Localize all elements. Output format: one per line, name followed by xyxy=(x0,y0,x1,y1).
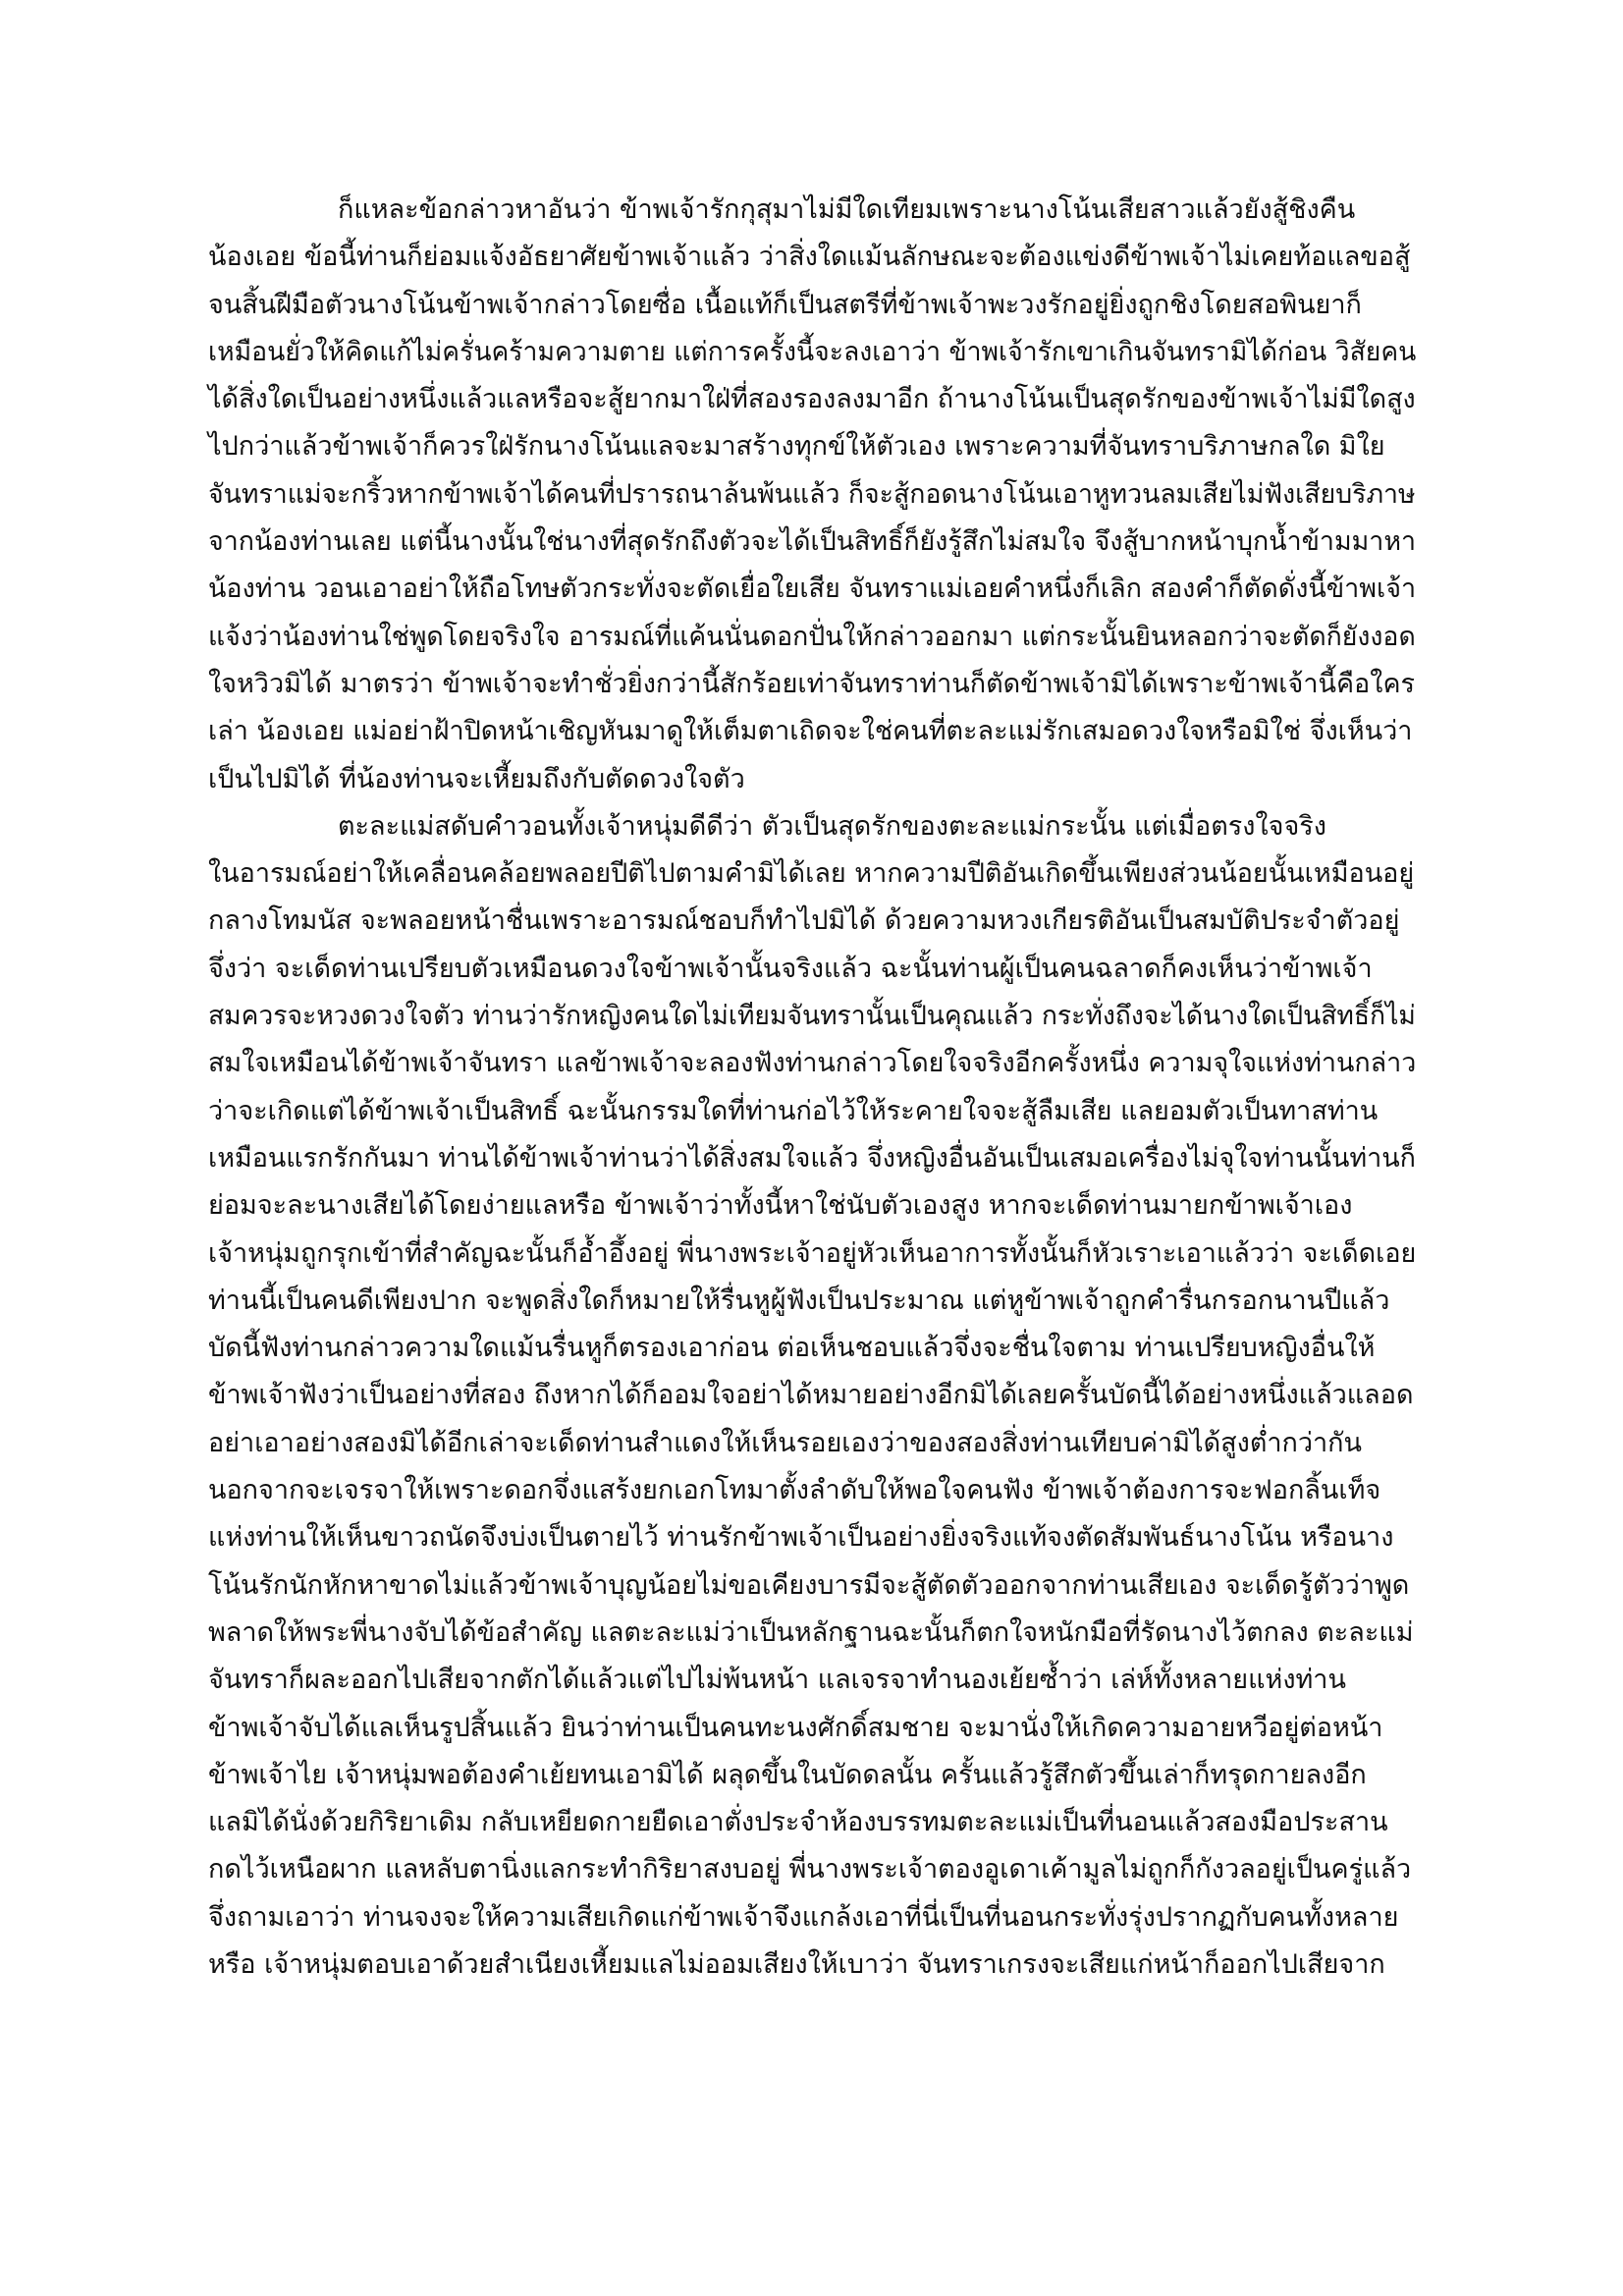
text-line: ได้สิ่งใดเป็นอย่างหนึ่งแล้วแลหรือจะสู้ยากมาใฝ่ที่สองรองลงมาอีก ถ้านางโน้นเป็นสุดรักของข้าพเจ้าไม่มีใดสูง xyxy=(208,384,1416,415)
text-line: ตะละแม่สดับคำวอนทั้งเจ้าหนุ่มดีดีว่า ตัวเป็นสุดรักของตะละแม่กระนั้น แต่เมื่อตรงใจจริง xyxy=(338,810,1326,842)
paragraph-1 xyxy=(208,187,1416,803)
text-line: น้องเอย ข้อนี้ท่านก็ย่อมแจ้งอัธยาศัยข้าพเจ้าแล้ว ว่าสิ่งใดแม้นลักษณะจะต้องแข่งดีข้าพเจ้าไม่เคยท้อแลขอสู้ xyxy=(208,242,1411,273)
text-line: หรือ เจ้าหนุ่มตอบเอาด้วยสำเนียงเหี้ยมแลไม่ออมเสียงให้เบาว่า จันทราเกรงจะเสียแก่หน้าก็ออกไปเสียจาก xyxy=(208,1948,1385,1980)
text-line: ข้าพเจ้าจับได้แลเห็นรูปสิ้นแล้ว ยินว่าท่านเป็นคนทะนงศักดิ์สมชาย จะมานั่งให้เกิดความอายหวีอยู่ต่อหน้า xyxy=(208,1712,1383,1743)
text-line: กลางโทมนัส จะพลอยหน้าชื่นเพราะอารมณ์ชอบก็ทำไปมิได้ ด้วยความหวงเกียรติอันเป็นสมบัติประจำตัวอยู่ xyxy=(208,905,1400,937)
paragraph-2 xyxy=(208,803,1416,1989)
text-line: ว่าจะเกิดแต่ได้ข้าพเจ้าเป็นสิทธิ์ ฉะนั้นกรรมใดที่ท่านก่อไว้ให้ระคายใจจะสู้ลืมเสีย แลยอมตัวเป็นทาสท่าน xyxy=(208,1095,1379,1126)
text-line: เหมือนแรกรักกันมา ท่านได้ข้าพเจ้าท่านว่าได้สิ่งสมใจแล้ว จึ่งหญิงอื่นอันเป็นเสมอเครื่องไม่จุใจท่านนั้นท่านก็ xyxy=(208,1142,1416,1174)
text-line: ท่านนี้เป็นคนดีเพียงปาก จะพูดสิ่งใดก็หมายให้รื่นหูผู้ฟังเป็นประมาณ แต่หูข้าพเจ้าถูกคำรื่นกรอกนานปีแล้ว xyxy=(208,1285,1390,1316)
text-line: จันทราก็ผละออกไปเสียจากตักได้แล้วแต่ไปไม่พ้นหน้า แลเจรจาทำนองเย้ยซ้ำว่า เล่ห์ทั้งหลายแห่งท่าน xyxy=(208,1665,1346,1696)
text-line: จึ่งถามเอาว่า ท่านจงจะให้ความเสียเกิดแก่ข้าพเจ้าจึงแกล้งเอาที่นี่เป็นที่นอนกระทั่งรุ่งปรากฏกับคนทั้งหลาย xyxy=(208,1901,1399,1933)
text-line: ไปกว่าแล้วข้าพเจ้าก็ควรใฝ่รักนางโน้นแลจะมาสร้างทุกข์ให้ตัวเอง เพราะความที่จันทราบริภาษกลใด มิใย xyxy=(208,431,1385,463)
text-line: แห่งท่านให้เห็นขาวถนัดจึงบ่งเป็นตายไว้ ท่านรักข้าพเจ้าเป็นอย่างยิ่งจริงแท้จงตัดสัมพันธ์นางโน้น หรือนาง xyxy=(208,1522,1394,1554)
text-line: ข้าพเจ้าฟังว่าเป็นอย่างที่สอง ถึงหากได้ก็ออมใจอย่าได้หมายอย่างอีกมิได้เลยครั้นบัดนี้ได้อย่างหนึ่งแล้วแลอด xyxy=(208,1380,1414,1411)
text-line: ข้าพเจ้าไย เจ้าหนุ่มพอต้องคำเย้ยทนเอามิได้ ผลุดขึ้นในบัดดลนั้น ครั้นแล้วรู้สึกตัวขึ้นเล่าก็ทรุดกายลงอีก xyxy=(208,1759,1367,1790)
text-line: จันทราแม่จะกริ้วหากข้าพเจ้าได้คนที่ปรารถนาล้นพ้นแล้ว ก็จะสู้กอดนางโน้นเอาหูทวนลมเสียไม่ฟังเสียบริภาษ xyxy=(208,478,1416,510)
text-line: แจ้งว่าน้องท่านใช่พูดโดยจริงใจ อารมณ์ที่แค้นนั่นดอกปั่นให้กล่าวออกมา แต่กระนั้นยินหลอกว่าจะตัดก็ยังงอด xyxy=(208,621,1416,652)
text-line: เหมือนยั่วให้คิดแก้ไม่ครั่นคร้ามความตาย แต่การครั้งนี้จะลงเอาว่า ข้าพเจ้ารักเขาเกินจันทรามิได้ก่อน วิสัยคน xyxy=(208,336,1417,367)
text-line: บัดนี้ฟังท่านกล่าวความใดแม้นรื่นหูก็ตรองเอาก่อน ต่อเห็นชอบแล้วจึ่งจะชื่นใจตาม ท่านเปรียบหญิงอื่นให้ xyxy=(208,1333,1376,1364)
body-text xyxy=(208,187,1416,1989)
text-line: ในอารมณ์อย่าให้เคลื่อนคล้อยพลอยปีติไปตามคำมิได้เลย หากความปีติอันเกิดขึ้นเพียงส่วนน้อยนั้นเหมือนอยู่ xyxy=(208,858,1415,890)
text-line: สมใจเหมือนได้ข้าพเจ้าจันทรา แลข้าพเจ้าจะลองฟังท่านกล่าวโดยใจจริงอีกครั้งหนึ่ง ความจุใจแห่งท่านกล่าว xyxy=(208,1048,1417,1079)
text-line: พลาดให้พระพี่นางจับได้ข้อสำคัญ แลตะละแม่ว่าเป็นหลักฐานฉะนั้นก็ตกใจหนักมือที่รัดนางไว้ตกลง ตะละแม่ xyxy=(208,1616,1414,1648)
text-line: เป็นไปมิได้ ที่น้องท่านจะเหี้ยมถึงกับตัดดวงใจตัว xyxy=(208,763,745,794)
text-line: จนสิ้นฝีมือตัวนางโน้นข้าพเจ้ากล่าวโดยซื่อ เนื้อแท้ก็เป็นสตรีที่ข้าพเจ้าพะวงรักอยู่ยิ่งถูกชิงโดยสอพินยาก็ xyxy=(208,289,1362,320)
text-line: นอกจากจะเจรจาให้เพราะดอกจึ่งแสร้งยกเอกโทมาตั้งลำดับให้พอใจคนฟัง ข้าพเจ้าต้องการจะฟอกลิ้นเท็จ xyxy=(208,1475,1381,1506)
text-line: โน้นรักนักหักหาขาดไม่แล้วข้าพเจ้าบุญน้อยไม่ขอเคียงบารมีจะสู้ตัดตัวออกจากท่านเสียเอง จะเด็ดรู้ตัวว่าพูด xyxy=(208,1569,1410,1601)
text-line: กดไว้เหนือผาก แลหลับตานิ่งแลกระทำกิริยาสงบอยู่ พี่นางพระเจ้าตองอูเดาเค้ามูลไม่ถูกก็กังวลอยู่เป็นครู่แล้ว xyxy=(208,1854,1412,1886)
text-line: แลมิได้นั่งด้วยกิริยาเดิม กลับเหยียดกายยืดเอาตั่งประจำห้องบรรทมตะละแม่เป็นที่นอนแล้วสองมือประสาน xyxy=(208,1807,1388,1838)
text-line: สมควรจะหวงดวงใจตัว ท่านว่ารักหญิงคนใดไม่เทียมจันทรานั้นเป็นคุณแล้ว กระทั่งถึงจะได้นางใดเป็นสิทธิ์ก็ไม่ xyxy=(208,1001,1416,1032)
text-line: ก็แหละข้อกล่าวหาอันว่า ข้าพเจ้ารักกุสุมาไม่มีใดเทียมเพราะนางโน้นเสียสาวแล้วยังสู้ชิงคืน xyxy=(338,194,1356,225)
text-line: เจ้าหนุ่มถูกรุกเข้าที่สำคัญฉะนั้นก็อ้ำอึ้งอยู่ พี่นางพระเจ้าอยู่หัวเห็นอาการทั้งนั้นก็หัวเราะเอาแล้วว่า จะเด็ดเอย xyxy=(208,1237,1417,1269)
text-line: จากน้องท่านเลย แต่นี้นางนั้นใช่นางที่สุดรักถึงตัวจะได้เป็นสิทธิ์ก็ยังรู้สึกไม่สมใจ จึงสู้บากหน้าบุกน้ำข้ามมาหา xyxy=(208,526,1417,558)
text-line: ใจหวิวมิได้ มาตรว่า ข้าพเจ้าจะทำชั่วยิ่งกว่านี้สักร้อยเท่าจันทราท่านก็ตัดข้าพเจ้ามิได้เพราะข้าพเจ้านี้คือใคร xyxy=(208,668,1416,699)
text-line: จึ่งว่า จะเด็ดท่านเปรียบตัวเหมือนดวงใจข้าพเจ้านั้นจริงแล้ว ฉะนั้นท่านผู้เป็นคนฉลาดก็คงเห็นว่าข้าพเจ้า xyxy=(208,953,1373,984)
text-line: เล่า น้องเอย แม่อย่าฝ้าปิดหน้าเชิญหันมาดูให้เต็มตาเถิดจะใช่คนที่ตะละแม่รักเสมอดวงใจหรือมิใช่ จึ่งเห็นว่า xyxy=(208,716,1413,747)
text-line: ย่อมจะละนางเสียได้โดยง่ายแลหรือ ข้าพเจ้าว่าทั้งนี้หาใช่นับตัวเองสูง หากจะเด็ดท่านมายกข้าพเจ้าเอง xyxy=(208,1190,1353,1222)
text-line: อย่าเอาอย่างสองมิได้อีกเล่าจะเด็ดท่านสำแดงให้เห็นรอยเองว่าของสองสิ่งท่านเทียบค่ามิได้สูงต่ำกว่ากัน xyxy=(208,1427,1362,1458)
text-line: น้องท่าน วอนเอาอย่าให้ถือโทษตัวกระทั่งจะตัดเยื่อใยเสีย จันทราแม่เอยคำหนึ่งก็เลิก สองคำก็ตัดดั่งนี้ข้าพเจ้า xyxy=(208,574,1417,605)
